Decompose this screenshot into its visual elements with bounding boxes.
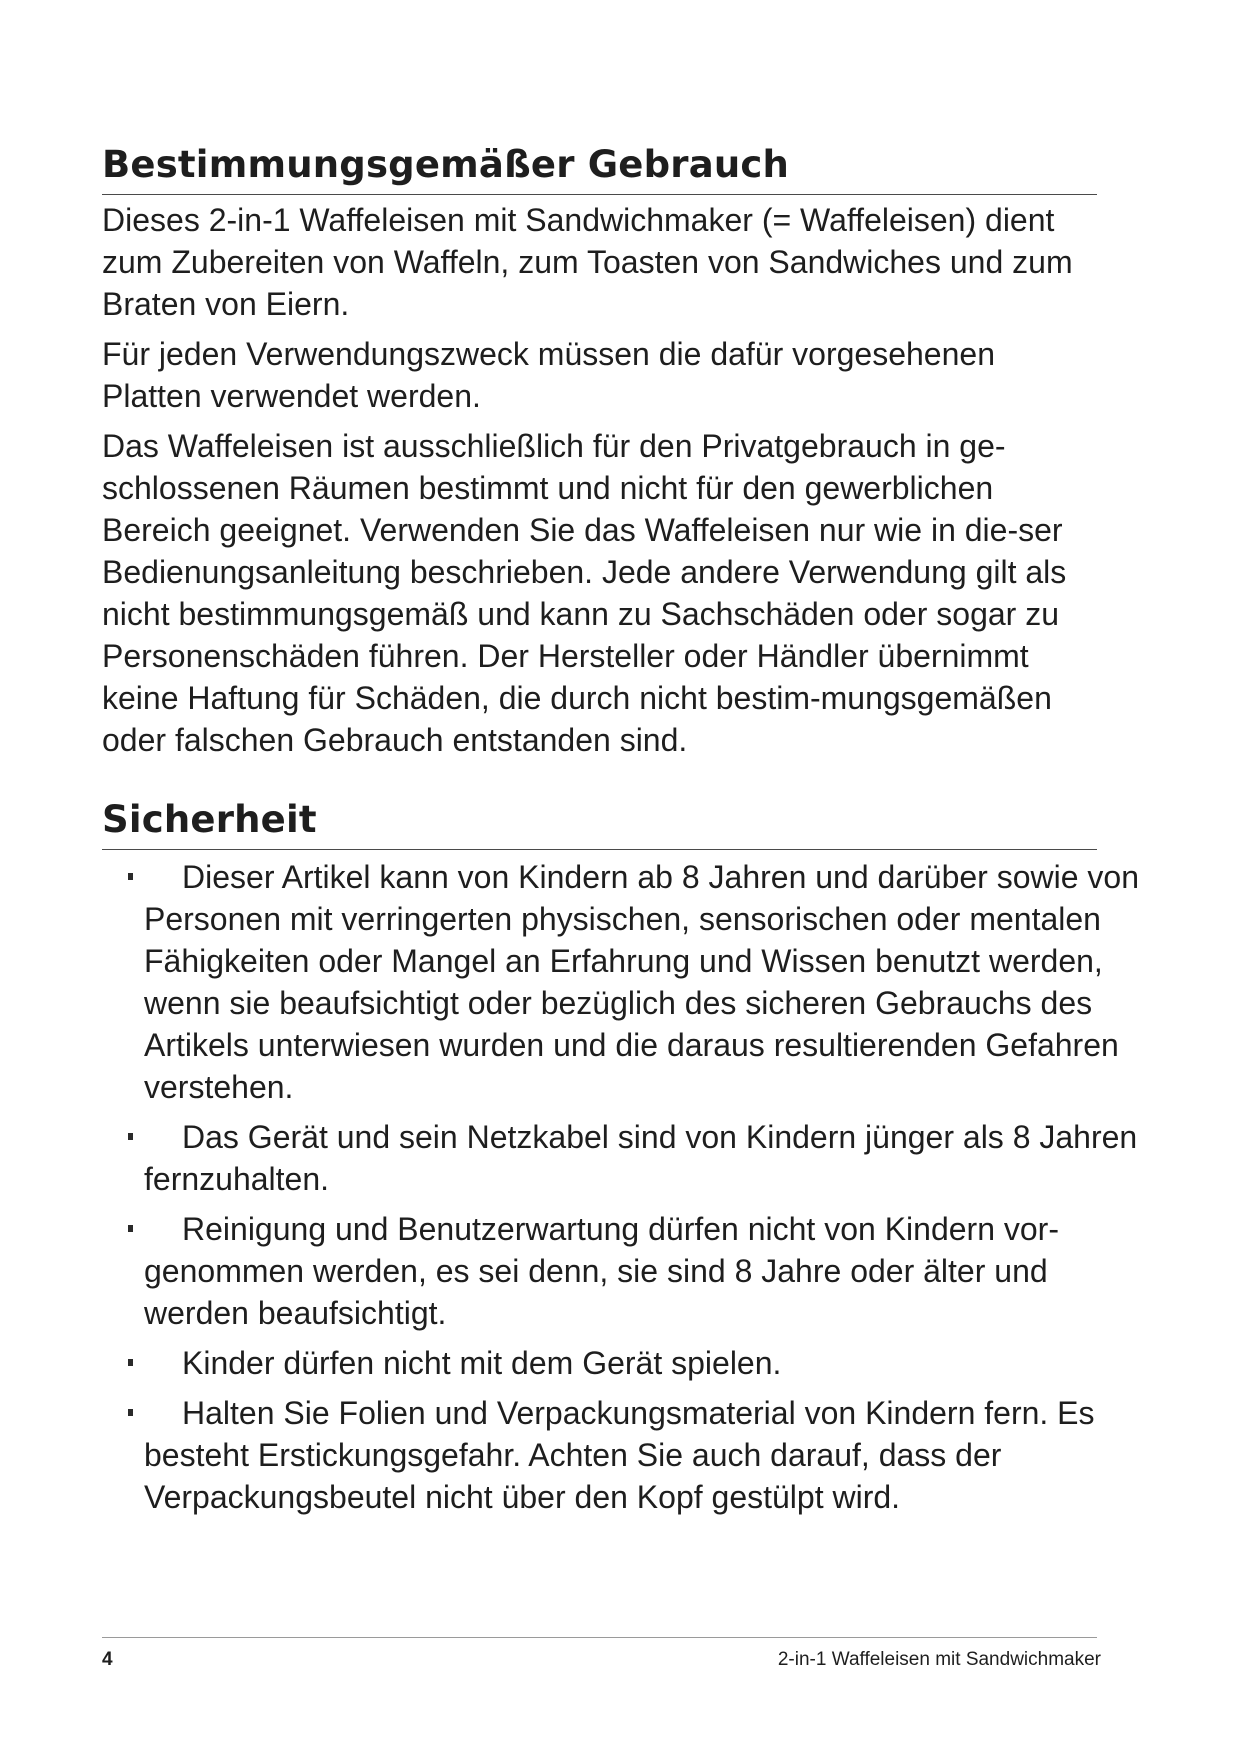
bullet-square-icon <box>128 1409 133 1416</box>
bullet-text: Kinder dürfen nicht mit dem Gerät spielen. <box>182 1345 782 1381</box>
bullet-text: Reinigung und Benutzerwartung dürfen nicht von Kindern vor-genommen werden, es sei denn, sie sind 8 Jahre oder älter und werden beaufsichtigt. <box>144 1211 1059 1331</box>
bullet-square-icon <box>128 1133 133 1140</box>
paragraph-purpose: Dieses 2-in-1 Waffeleisen mit Sandwichmaker (= Waffeleisen) dient zum Zubereiten von Waffeln, zum Toasten von Sandwiches und zum Braten von Eiern. <box>102 202 1073 322</box>
bullet-text: Das Gerät und sein Netzkabel sind von Kindern jünger als 8 Jahren fernzuhalten. <box>144 1119 1138 1197</box>
bullet-square-icon <box>128 1225 133 1232</box>
bullet-text: Halten Sie Folien und Verpackungsmaterial von Kindern fern. Es besteht Erstickungsgefahr. Achten Sie auch darauf, dass der Verpackungsbeutel nicht über den Kopf gestülpt wird. <box>144 1395 1095 1515</box>
bullet-text: Dieser Artikel kann von Kindern ab 8 Jahren und darüber sowie von Personen mit verringerten physischen, sensorischen oder mentalen Fähigkeiten oder Mangel an Erfahrung und Wissen benutzt werden, wenn sie beaufsichtigt oder bezüglich des sicheren Gebrauchs des Artikels unterwiesen wurden und die daraus resultierenden Gefahren verstehen. <box>144 859 1140 1105</box>
page-number: 4 <box>102 1649 113 1670</box>
safety-bullet-cleaning <box>102 1208 1154 1334</box>
bullet-square-icon <box>128 873 133 880</box>
safety-bullet-no-play <box>102 1342 1154 1384</box>
footer-divider <box>102 1637 1097 1638</box>
page-content <box>102 140 1140 1526</box>
bullet-square-icon <box>128 1359 133 1366</box>
safety-bullet-children-usage <box>102 856 1154 1108</box>
safety-bullet-list <box>102 856 1140 1518</box>
section-heading-safety: Sicherheit <box>102 795 1097 850</box>
footer-document-title: 2-in-1 Waffeleisen mit Sandwichmaker <box>777 1649 1101 1670</box>
paragraph-plates: Für jeden Verwendungszweck müssen die dafür vorgesehenen Platten verwendet werden. <box>102 336 995 414</box>
section-heading-intended-use: Bestimmungsgemäßer Gebrauch <box>102 140 1097 195</box>
paragraph-private-use: Das Waffeleisen ist ausschließlich für den Privatgebrauch in ge-schlossenen Räumen bestimmt und nicht für den gewerblichen Bereich geeignet. Verwenden Sie das Waffeleisen nur wie in die-ser Bedienungsanleitung beschrieben. Jede andere Verwendung gilt als nicht bestimmungsgemäß und kann zu Sachschäden oder sogar zu Personenschäden führen. Der Hersteller oder Händler übernimmt keine Haftung für Schäden, die durch nicht bestim-mungsgemäßen oder falschen Gebrauch entstanden sind. <box>102 428 1067 758</box>
section-safety <box>102 795 1140 1518</box>
safety-bullet-packaging <box>102 1392 1154 1518</box>
section-intended-use <box>102 140 1102 761</box>
safety-bullet-keep-away <box>102 1116 1154 1200</box>
